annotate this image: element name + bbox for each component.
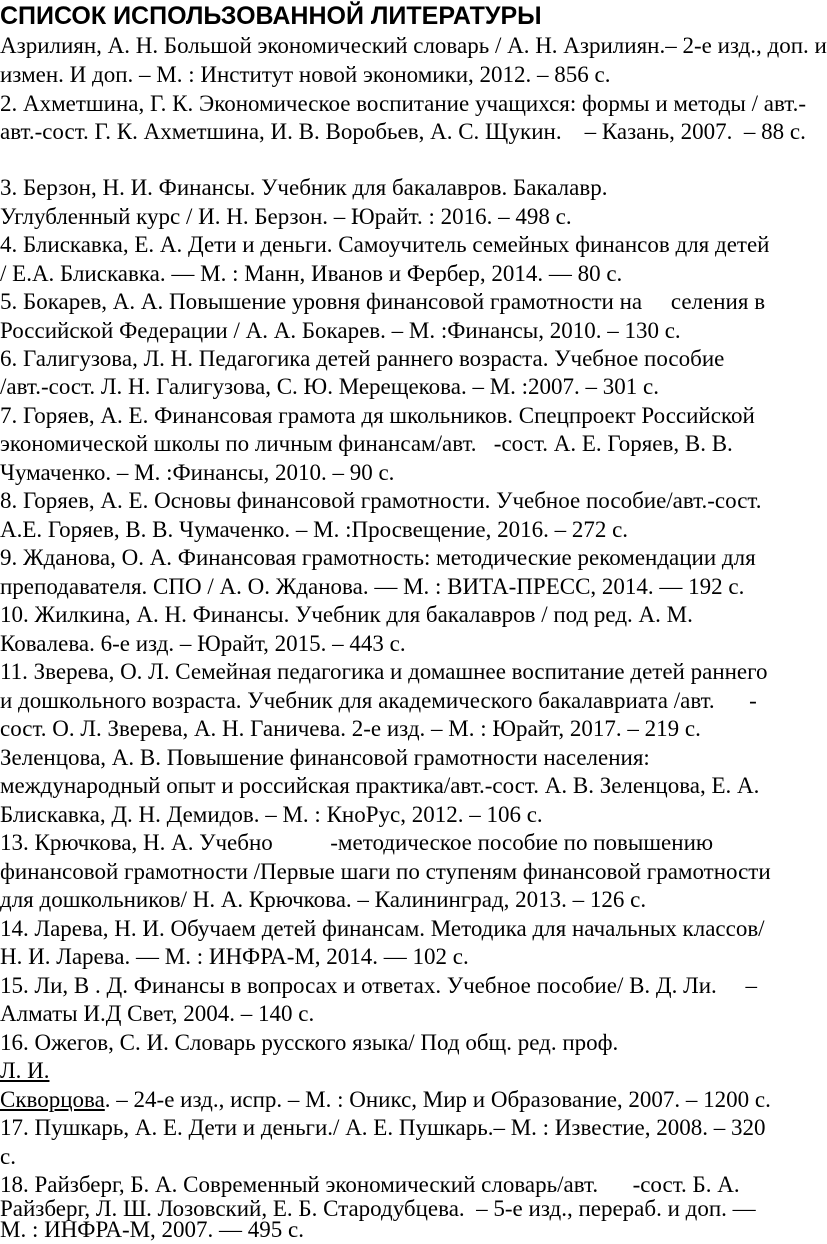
reference-line: для дошкольников/ Н. А. Крючкова. – Калининград, 2013. – 126 с. <box>0 887 647 912</box>
reference-line: 14. Ларева, Н. И. Обучаем детей финансам. Методика для начальных классов/ <box>0 916 765 941</box>
reference-line: Райзберг, Л. Ш. Лозовский, Е. Б. Стародубцева. – 5-е изд., перераб. и доп. — <box>0 1196 756 1221</box>
reference-line: 4. Блискавка, Е. А. Дети и деньги. Самоучитель семейных финансов для детей <box>0 232 770 257</box>
reference-line: /авт.-сост. Л. Н. Галигузова, С. Ю. Мерещекова. – М. :2007. – 301 с. <box>0 374 659 399</box>
reference-line: экономической школы по личным финансам/авт. -сост. А. Е. Горяев, В. В. <box>0 431 733 456</box>
reference-line: М. : ИНФРА-М, 2007. — 495 с. <box>0 1217 305 1242</box>
reference-line: Алматы И.Д Свет, 2004. – 140 с. <box>0 1001 315 1026</box>
reference-line: Российской Федерации / А. А. Бокарев. – М. :Финансы, 2010. – 130 с. <box>0 318 681 343</box>
reference-line: и дошкольного возраста. Учебник для академического бакалавриата /авт. - <box>0 688 757 713</box>
reference-line: 9. Жданова, О. А. Финансовая грамотность: методические рекомендации для <box>0 545 756 570</box>
reference-line <box>0 1086 771 1114</box>
reference-line: 17. Пушкарь, А. Е. Дети и деньги./ А. Е. Пушкарь.– М. : Известие, 2008. – 320 <box>0 1115 766 1140</box>
reference-line: Чумаченко. – М. :Финансы, 2010. – 90 с. <box>0 460 395 485</box>
reference-line: 13. Крючкова, Н. А. Учебно -методическое пособие по повышению <box>0 830 714 855</box>
reference-line: 18. Райзберг, Б. А. Современный экономический словарь/авт. -сост. Б. А. <box>0 1172 740 1197</box>
reference-line: авт.-сост. Г. К. Ахметшина, И. В. Воробьев, А. С. Щукин. – Казань, 2007. – 88 с. <box>0 119 806 144</box>
reference-line: измен. И доп. – М. : Институт новой экономики, 2012. – 856 с. <box>0 62 611 87</box>
reference-line: 16. Ожегов, С. И. Словарь русского языка/ Под общ. ред. проф. <box>0 1030 619 1055</box>
reference-line <box>0 1057 49 1085</box>
reference-line: сост. О. Л. Зверева, А. Н. Ганичева. 2-е изд. – М. : Юрайт, 2017. – 219 с. <box>0 716 701 741</box>
reference-line: Н. И. Ларева. — М. : ИНФРА-М, 2014. — 102 с. <box>0 944 469 969</box>
reference-text: . – 24-е изд., испр. – М. : Оникс, Мир и Образование, 2007. – 1200 с. <box>104 1087 771 1112</box>
reference-line: международный опыт и российская практика/авт.-сост. А. В. Зеленцова, Е. А. <box>0 773 760 798</box>
reference-line: 3. Берзон, Н. И. Финансы. Учебник для бакалавров. Бакалавр. <box>0 175 608 200</box>
reference-line: 5. Бокарев, А. А. Повышение уровня финансовой грамотности на селения в <box>0 289 766 314</box>
reference-line: 11. Зверева, О. Л. Семейная педагогика и домашнее воспитание детей раннего <box>0 659 768 684</box>
reference-line: 8. Горяев, А. Е. Основы финансовой грамотности. Учебное пособие/авт.-сост. <box>0 488 762 513</box>
reference-line: 15. Ли, В . Д. Финансы в вопросах и ответах. Учебное пособие/ В. Д. Ли. – <box>0 973 758 998</box>
reference-line: / Е.А. Блискавка. — М. : Манн, Иванов и Фербер, 2014. — 80 с. <box>0 261 623 286</box>
reference-line: 7. Горяев, А. Е. Финансовая грамота дя школьников. Спецпроект Российской <box>0 403 755 428</box>
reference-line: с. <box>0 1144 16 1169</box>
reference-line: 10. Жилкина, А. Н. Финансы. Учебник для бакалавров / под ред. А. М. <box>0 602 693 627</box>
page-title: СПИСОК ИСПОЛЬЗОВАННОЙ ЛИТЕРАТУРЫ <box>0 2 542 30</box>
reference-line: А.Е. Горяев, В. В. Чумаченко. – М. :Просвещение, 2016. – 272 с. <box>0 517 629 542</box>
reference-line: 2. Ахметшина, Г. К. Экономическое воспитание учащихся: формы и методы / авт.- <box>0 91 806 116</box>
reference-line: Углубленный курс / И. Н. Берзон. – Юрайт. : 2016. – 498 с. <box>0 204 572 229</box>
reference-line: 6. Галигузова, Л. Н. Педагогика детей раннего возраста. Учебное пособие <box>0 346 725 371</box>
reference-line: Блискавка, Д. Н. Демидов. – М. : КноРус, 2012. – 106 с. <box>0 802 543 827</box>
reference-line: Ковалева. 6-е изд. – Юрайт, 2015. – 443 с. <box>0 631 406 656</box>
reference-line: финансовой грамотности /Первые шаги по ступеням финансовой грамотности <box>0 859 771 884</box>
reference-line: преподавателя. СПО / А. О. Жданова. — М. : ВИТА-ПРЕСС, 2014. — 192 с. <box>0 574 745 599</box>
reference-line: Зеленцова, А. В. Повышение финансовой грамотности населения: <box>0 745 650 770</box>
underlined-name: Скворцова <box>0 1087 105 1112</box>
reference-line: Азрилиян, А. Н. Большой экономический словарь / А. Н. Азрилиян.– 2-е изд., доп. и <box>0 33 827 58</box>
underlined-name: Л. И. <box>0 1058 50 1083</box>
